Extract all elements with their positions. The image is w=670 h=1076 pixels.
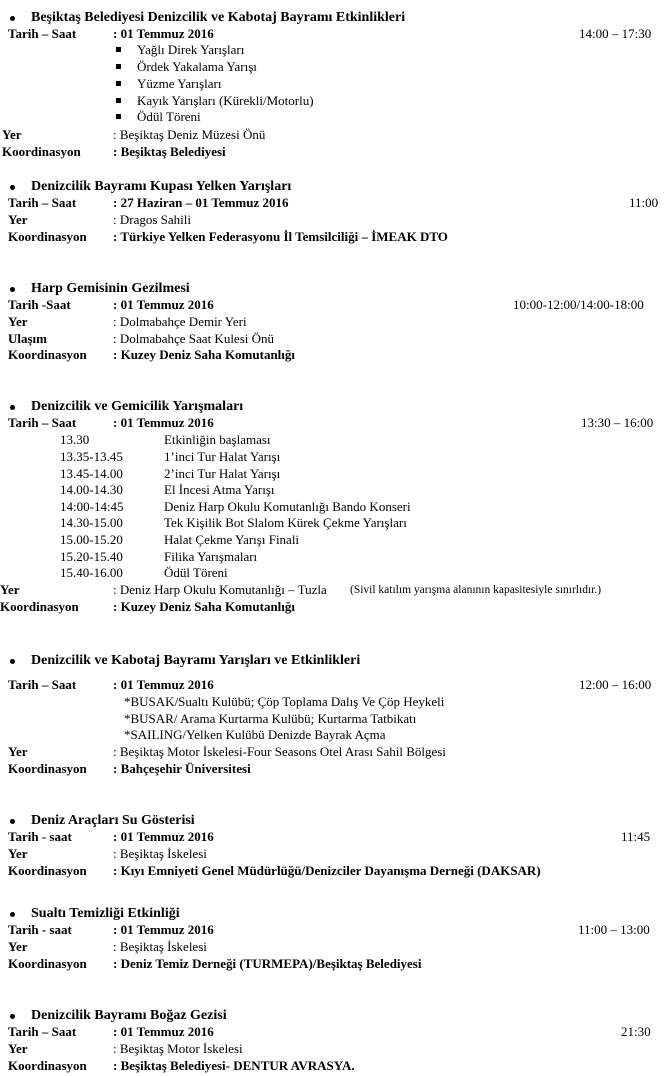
schedule-event: El İncesi Atma Yarışı [164,482,275,497]
schedule-time: 15.00-15.20 [60,532,123,547]
date-label: Tarih - saat [8,922,72,937]
coord-value: : Kuzey Deniz Saha Komutanlığı [113,599,296,614]
time-value: 11:00 [629,195,659,210]
place-label: Yer [8,939,28,954]
schedule-time: 15.40-16.00 [60,565,123,580]
place-label: Yer [8,1041,28,1056]
place-label: Yer [2,127,22,142]
section-title: Harp Gemisinin Gezilmesi [31,281,190,296]
list-item: Yüzme Yarışları [137,76,222,91]
transport-value: : Dolmabahçe Saat Kulesi Önü [113,331,275,346]
date-value: : 01 Temmuz 2016 [113,829,214,844]
bullet-icon [10,185,15,190]
time-value: 11:00 – 13:00 [578,922,650,937]
place-value: : Beşiktaş Motor İskelesi-Four Seasons Otel Arası Sahil Bölgesi [113,744,446,759]
list-item: Ödül Töreni [137,109,201,124]
schedule-event: Deniz Harp Okulu Komutanlığı Bando Konseri [164,499,411,514]
schedule-event: Halat Çekme Yarışı Finali [164,532,300,547]
time-value: 12:00 – 16:00 [579,677,652,692]
schedule-time: 13.30 [60,432,90,447]
date-value: : 01 Temmuz 2016 [113,26,214,41]
bullet-icon [10,819,15,824]
list-item: *BUSAR/ Arama Kurtarma Kulübü; Kurtarma Tatbikatı [124,711,417,726]
schedule-time: 14.30-15.00 [60,515,123,530]
coord-value: : Deniz Temiz Derneği (TURMEPA)/Beşiktaş Belediyesi [113,956,422,971]
square-bullet-icon [116,47,121,52]
schedule-time: 15.20-15.40 [60,549,123,564]
list-item: *BUSAK/Sualtı Kulübü; Çöp Toplama Dalış Ve Çöp Heykeli [124,694,445,709]
date-value: : 01 Temmuz 2016 [113,677,214,692]
coord-label: Koordinasyon [2,144,81,159]
place-label: Yer [8,846,28,861]
date-label: Tarih – Saat [8,1024,77,1039]
bullet-icon [10,912,15,917]
coord-label: Koordinasyon [8,761,87,776]
bullet-icon [10,16,15,21]
square-bullet-icon [116,98,121,103]
date-value: : 01 Temmuz 2016 [113,922,214,937]
section-title: Denizcilik ve Gemicilik Yarışmaları [31,399,244,414]
coord-value: : Türkiye Yelken Federasyonu İl Temsilciliği – İMEAK DTO [113,229,448,244]
coord-value: : Kuzey Deniz Saha Komutanlığı [113,347,296,362]
schedule-event: Tek Kişilik Bot Slalom Kürek Çekme Yarışları [164,515,407,530]
schedule-time: 14:00-14:45 [60,499,124,514]
place-label: Yer [8,314,28,329]
place-value: : Beşiktaş İskelesi [113,939,207,954]
coord-label: Koordinasyon [0,599,79,614]
square-bullet-icon [116,114,121,119]
place-value: : Deniz Harp Okulu Komutanlığı – Tuzla [113,582,327,597]
date-label: Tarih – Saat [8,677,77,692]
time-value: 21:30 [621,1024,651,1039]
place-note: (Sivil katılım yarışma alanının kapasitesiyle sınırlıdır.) [350,584,602,596]
schedule-time: 13.35-13.45 [60,449,123,464]
schedule-event: Filika Yarışmaları [164,549,258,564]
date-value: : 27 Haziran – 01 Temmuz 2016 [113,195,289,210]
place-label: Yer [0,582,20,597]
coord-label: Koordinasyon [8,347,87,362]
square-bullet-icon [116,64,121,69]
list-item: Yağlı Direk Yarışları [137,42,245,57]
section-title: Deniz Araçları Su Gösterisi [31,813,195,828]
coord-label: Koordinasyon [8,229,87,244]
schedule-event: 2’inci Tur Halat Yarışı [164,466,281,481]
bullet-icon [10,1014,15,1019]
schedule-event: Etkinliğin başlaması [164,432,271,447]
list-item: Kayık Yarışları (Kürekli/Motorlu) [137,93,314,108]
schedule-time: 14.00-14.30 [60,482,123,497]
coord-value: : Kıyı Emniyeti Genel Müdürlüğü/Denizciler Dayanışma Derneği (DAKSAR) [113,863,541,878]
schedule-event: Ödül Töreni [164,565,228,580]
section-title: Denizcilik Bayramı Boğaz Gezisi [31,1008,227,1023]
section-title: Beşiktaş Belediyesi Denizcilik ve Kabotaj Bayramı Etkinlikleri [31,10,406,25]
place-value: : Beşiktaş İskelesi [113,846,207,861]
date-label: Tarih - saat [8,829,72,844]
coord-label: Koordinasyon [8,956,87,971]
list-item: *SAILING/Yelken Kulübü Denizde Bayrak Açma [124,727,386,742]
date-value: : 01 Temmuz 2016 [113,297,214,312]
coord-value: : Bahçeşehir Üniversitesi [113,761,251,776]
time-value: 13:30 – 16:00 [581,415,654,430]
time-value: 14:00 – 17:30 [579,26,652,41]
section-title: Denizcilik ve Kabotaj Bayramı Yarışları ve Etkinlikleri [31,653,361,668]
place-value: : Beşiktaş Motor İskelesi [113,1041,243,1056]
square-bullet-icon [116,81,121,86]
date-label: Tarih -Saat [8,297,71,312]
place-value: : Dragos Sahili [113,212,191,227]
date-label: Tarih – Saat [8,195,77,210]
place-value: : Dolmabahçe Demir Yeri [113,314,247,329]
bullet-icon [10,405,15,410]
place-label: Yer [8,212,28,227]
section-title: Denizcilik Bayramı Kupası Yelken Yarışları [31,179,292,194]
list-item: Ördek Yakalama Yarışı [137,59,257,74]
coord-value: : Beşiktaş Belediyesi- DENTUR AVRASYA. [113,1058,355,1073]
schedule-time: 13.45-14.00 [60,466,123,481]
place-label: Yer [8,744,28,759]
coord-label: Koordinasyon [8,863,87,878]
date-value: : 01 Temmuz 2016 [113,1024,214,1039]
time-value: 10:00-12:00/14:00-18:00 [513,297,644,312]
date-label: Tarih – Saat [8,26,77,41]
place-value: : Beşiktaş Deniz Müzesi Önü [113,127,266,142]
date-label: Tarih – Saat [8,415,77,430]
section-title: Sualtı Temizliği Etkinliği [31,906,180,921]
bullet-icon [10,659,15,664]
schedule-event: 1’inci Tur Halat Yarışı [164,449,281,464]
coord-label: Koordinasyon [8,1058,87,1073]
coord-value: : Beşiktaş Belediyesi [113,144,226,159]
time-value: 11:45 [621,829,651,844]
transport-label: Ulaşım [8,331,47,346]
bullet-icon [10,287,15,292]
date-value: : 01 Temmuz 2016 [113,415,214,430]
